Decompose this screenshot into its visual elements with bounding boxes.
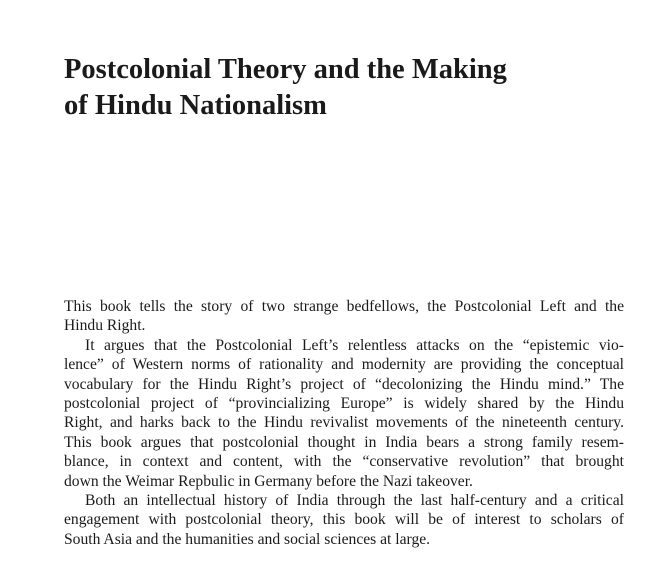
text-line: down the Weimar Repbulic in Germany before the Nazi takeover. xyxy=(64,472,473,490)
text-line: This book argues that postcolonial thought in India bears a strong family resem- xyxy=(64,433,624,451)
title-line: Postcolonial Theory and the Making xyxy=(64,54,507,85)
text-line: Right, and harks back to the Hindu revivalist movements of the nineteenth century. xyxy=(64,414,624,432)
text-line: Both an intellectual history of India through the last half-century and a critical xyxy=(85,491,624,509)
book-blurb xyxy=(64,297,624,549)
title-line: of Hindu Nationalism xyxy=(64,90,327,121)
text-line: Hindu Right. xyxy=(64,317,146,335)
text-line: South Asia and the humanities and social sciences at large. xyxy=(64,530,431,548)
text-line: blance, in context and content, with the “conservative revolution” that brought xyxy=(64,453,624,471)
text-line: This book tells the story of two strange bedfellows, the Postcolonial Left and the xyxy=(64,298,624,315)
text-line: vocabulary for the Hindu Right’s project of “decolonizing the Hindu mind.” The xyxy=(64,375,624,393)
text-line: engagement with postcolonial theory, this book will be of interest to scholars of xyxy=(64,511,624,529)
text-line: lence” of Western norms of rationality and modernity are providing the conceptual xyxy=(64,356,624,374)
text-line: It argues that the Postcolonial Left’s relentless attacks on the “epistemic vio- xyxy=(85,336,624,354)
book-title xyxy=(64,52,624,124)
text-line: postcolonial project of “provincializing Europe” is widely shared by the Hindu xyxy=(64,394,624,412)
